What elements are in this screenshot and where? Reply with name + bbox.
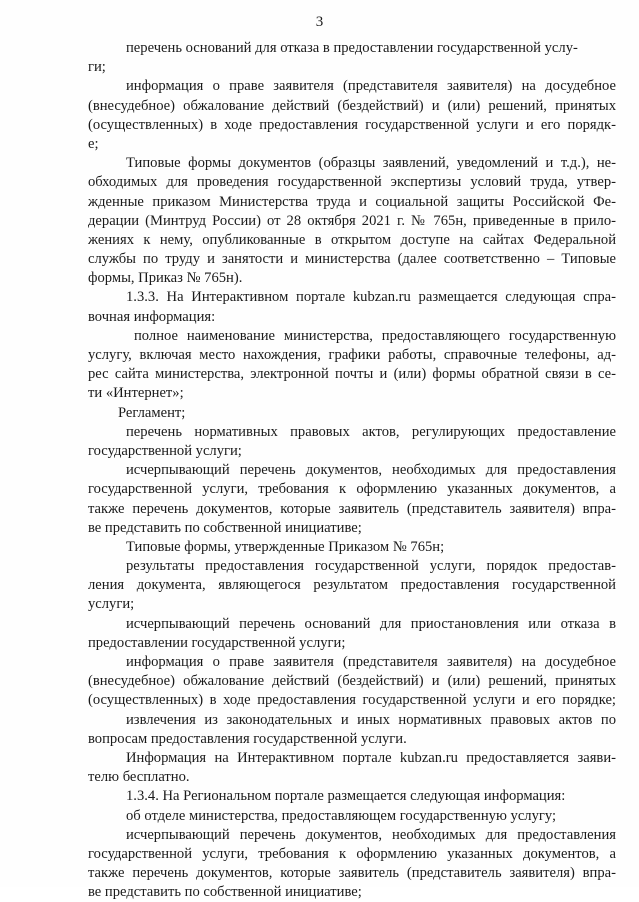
document-line: формы, Приказ № 765н). — [88, 270, 243, 287]
document-line: также перечень документов, которые заявитель (представитель заявителя) впра- — [88, 500, 616, 517]
document-line: услуги; — [88, 596, 135, 613]
document-line: государственной услуги; — [88, 442, 242, 459]
document-line: исчерпывающий перечень оснований для приостановления или отказа в — [126, 615, 616, 632]
document-line: рес сайта министерства, электронной почты и (или) формы обратной связи в се- — [88, 366, 616, 383]
document-line: также перечень документов, которые заявитель (представитель заявителя) впра- — [88, 865, 616, 882]
document-line: (внесудебное) обжалование действий (бездействий) и (или) решений, принятых — [88, 97, 616, 114]
document-line: ве представить по собственной инициативе; — [88, 884, 362, 901]
document-line: государственной услуги, требования к оформлению указанных документов, а — [88, 481, 616, 498]
document-line: (осуществленных) в ходе предоставления государственной услуги и его порядк- — [88, 116, 616, 133]
document-line: ти «Интернет»; — [88, 385, 184, 402]
document-line: (осуществленных) в ходе предоставления государственной услуги и его порядке; — [88, 692, 616, 709]
document-line: перечень оснований для отказа в предоставлении государственной услу- — [126, 40, 578, 56]
document-line: (внесудебное) обжалование действий (бездействий) и (или) решений, принятых — [88, 673, 616, 690]
document-line: государственной услуги, требования к оформлению указанных документов, а — [88, 845, 616, 862]
document-line: ления документа, являющегося результатом предоставления государственной — [88, 577, 616, 594]
document-line: телю бесплатно. — [88, 769, 190, 786]
document-line: дерации (Минтруд России) от 28 октября 2021 г. № 765н, приведенные в прило- — [88, 212, 616, 229]
document-line: услугу, включая место нахождения, графики работы, справочные телефоны, ад- — [88, 347, 616, 363]
document-line: ве представить по собственной инициативе; — [88, 519, 362, 536]
document-line: Регламент; — [118, 404, 186, 421]
document-line: исчерпывающий перечень документов, необходимых для предоставления — [126, 462, 616, 479]
document-line: Информация на Интерактивном портале kubzan.ru предоставляется заяви- — [126, 749, 616, 766]
document-line: извлечения из законодательных и иных нормативных правовых актов по — [126, 711, 616, 728]
document-line: Типовые формы документов (образцы заявлений, уведомлений и т.д.), не- — [126, 155, 616, 172]
document-body — [88, 39, 616, 902]
document-line: 1.3.4. На Региональном портале размещается следующая информация: — [126, 788, 566, 805]
document-line: вопросам предоставления государственной услуги. — [88, 730, 407, 747]
document-line: Типовые формы, утвержденные Приказом № 765н; — [126, 538, 445, 555]
document-line: службы по труду и занятости и министерства (далее соответственно – Типовые — [88, 251, 616, 268]
document-line: жденные приказом Министерства труда и социальной защиты Российской Фе- — [88, 193, 616, 210]
page-number: 3 — [315, 14, 324, 30]
document-line: ги; — [88, 59, 106, 76]
document-line: об отделе министерства, предоставляющем государственную услугу; — [126, 807, 557, 824]
document-line: обходимых для проведения государственной экспертизы условий труда, утвер- — [88, 174, 616, 191]
document-line: вочная информация: — [88, 308, 216, 325]
document-line: результаты предоставления государственной услуги, порядок предостав- — [126, 558, 616, 575]
document-line: информация о праве заявителя (представителя заявителя) на досудебное — [126, 654, 616, 670]
document-line: предоставлении государственной услуги; — [88, 634, 346, 651]
document-line: информация о праве заявителя (представителя заявителя) на досудебное — [126, 78, 616, 95]
document-line: 1.3.3. На Интерактивном портале kubzan.ru размещается следующая спра- — [126, 289, 616, 306]
document-line: исчерпывающий перечень документов, необходимых для предоставления — [126, 826, 616, 843]
document-line: перечень нормативных правовых актов, регулирующих предоставление — [126, 423, 616, 440]
document-line: полное наименование министерства, предоставляющего государственную — [134, 327, 616, 344]
document-line: жениях к нему, опубликованные в открытом доступе на сайтах Федеральной — [88, 231, 616, 248]
document-line: е; — [88, 135, 99, 152]
